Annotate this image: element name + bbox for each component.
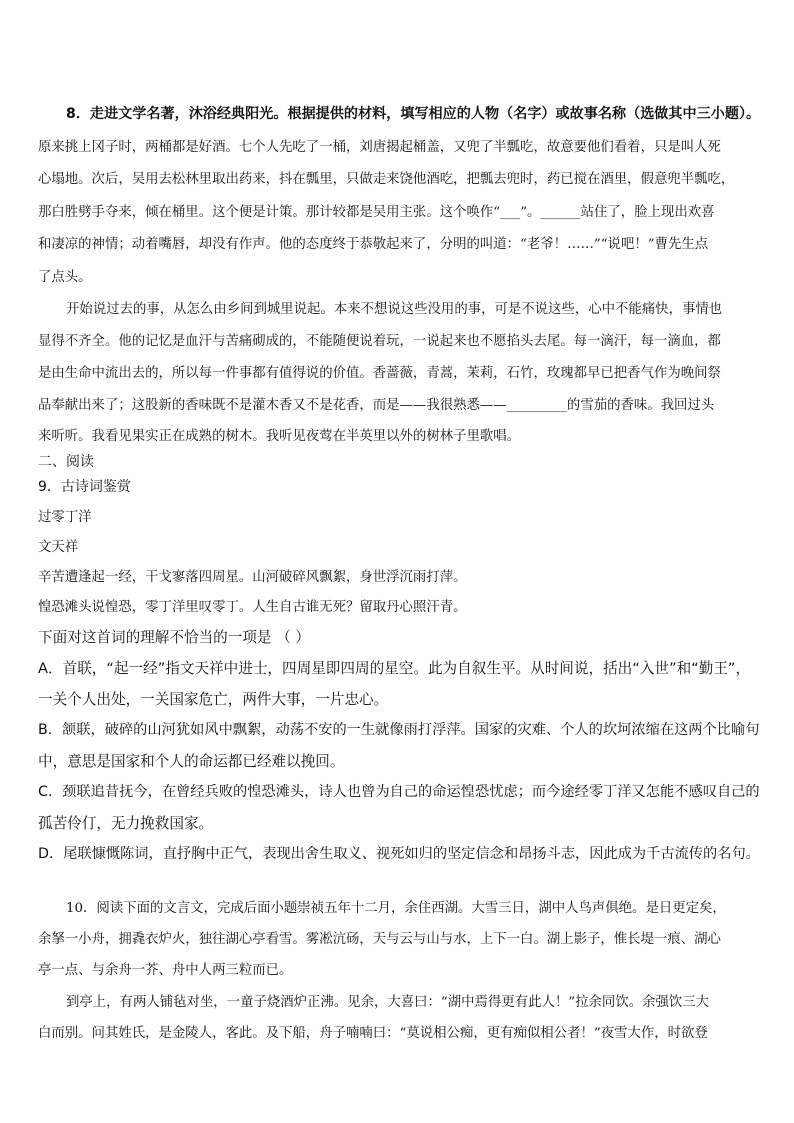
q10-line: 余拏一小舟，拥毳衣炉火，独往湖心亭看雪。雾凇沆砀，天与云与山与水，上下一白。湖上影子，惟长堤一痕、湖心 bbox=[38, 932, 721, 947]
q9-option-c: C．颈联追昔抚今，在曾经兵败的惶恐滩头，诗人也曾为自己的命运惶恐忧虑；而今途经零丁洋又怎能不感叹自己的 bbox=[38, 784, 760, 800]
q8-passage2-line: 是由生命中流出去的，所以每一件事都有值得说的价值。香蔷薇，青蒿，茉莉，石竹，玫瑰都早已把香气作为晚间祭 bbox=[38, 366, 721, 381]
poem-line: 惶恐滩头说惶恐，零丁洋里叹零丁。人生自古谁无死？留取丹心照汗青。 bbox=[38, 600, 467, 615]
poem-author: 文天祥 bbox=[38, 540, 79, 555]
q8-passage2-line: 品奉献出来了；这股新的香味既不是灌木香又不是花香，而是——我很熟悉——_________的雪茄的香味。我回过头 bbox=[38, 398, 715, 413]
q8-passage2-line: 开始说过去的事，从怎么由乡间到城里说起。本来不想说这些没用的事，可是不说这些，心中不能痛快，事情也 bbox=[66, 302, 723, 317]
q8-passage1-line: 了点头。 bbox=[38, 270, 92, 285]
q9-option-c-cont: 孤苦伶仃，无力挽救国家。 bbox=[38, 815, 214, 832]
q10-line: 10．阅读下面的文言文，完成后面小题崇祯五年十二月，余住西湖。大雪三日，湖中人鸟声俱绝。是日更定矣， bbox=[66, 901, 726, 916]
q9-title: 9．古诗词鉴赏 bbox=[38, 479, 131, 495]
q9-option-b-cont: 中，意思是国家和个人的命运都已经难以挽回。 bbox=[38, 753, 345, 770]
q8-passage2-line: 显得不齐全。他的记忆是血汗与苦痛砌成的，不能随便说着玩，一说起来也不愿掐头去尾。每一滴汗，每一滴血，都 bbox=[38, 334, 721, 349]
q8-passage1-line: 心塌地。次后，吴用去松林里取出药来，抖在瓢里，只做走来饶他酒吃，把瓢去兜时，药已搅在酒里，假意兜半瓢吃， bbox=[38, 172, 735, 187]
q9-option-b: B．颔联，破碎的山河犹如风中飘絮，动荡不安的一生就像雨打浮萍。国家的灾难、个人的坎坷浓缩在这两个比喻句 bbox=[38, 722, 760, 738]
poem-title: 过零丁洋 bbox=[38, 510, 92, 525]
q8-passage1-line: 那白胜劈手夺来，倾在桶里。这个便是计策。那计较都是吴用主张。这个唤作“___”。______站住了，脸上现出欢喜 bbox=[38, 205, 715, 220]
section-heading-reading: 二、阅读 bbox=[38, 454, 94, 470]
q9-option-a-cont: 一关个人出处，一关国家危亡，两件大事，一片忠心。 bbox=[38, 691, 389, 708]
q8-passage2-line: 来听听。我看见果实正在成熟的树木。我听见夜莺在半英里以外的树林子里歌唱。 bbox=[38, 429, 521, 444]
q8-title: 8．走进文学名著，沐浴经典阳光。根据提供的材料，填写相应的人物（名字）或故事名称（选做其中三小题）。 bbox=[66, 106, 760, 122]
q9-option-d: D．尾联慷慨陈词，直抒胸中正气，表现出舍生取义、视死如归的坚定信念和昂扬斗志，因此成为千古流传的名句。 bbox=[38, 846, 760, 862]
q9-option-a: A．首联，“起一经”指文天祥中进士，四周星即四周的星空。此为自叙生平。从时间说，括出“入世”和“勤王”， bbox=[38, 660, 751, 677]
q9-question: 下面对这首词的理解不恰当的一项是 （ ） bbox=[38, 629, 310, 646]
q10-line: 白而别。问其姓氏，是金陵人，客此。及下船，舟子喃喃曰：“莫说相公痴，更有痴似相公者！”夜雪大作，时欲登 bbox=[38, 1026, 708, 1041]
q8-passage1-line: 原来挑上冈子时，两桶都是好酒。七个人先吃了一桶，刘唐揭起桶盖，又兜了半瓢吃，故意要他们看着，只是叫人死 bbox=[38, 140, 721, 155]
q8-passage1-line: 和凄凉的神情；动着嘴唇，却没有作声。他的态度终于恭敬起来了，分明的叫道：“老爷！……”“说吧！”曹先生点 bbox=[38, 237, 709, 252]
poem-line: 辛苦遭逢起一经，干戈寥落四周星。山河破碎风飘絮，身世浮沉雨打萍。 bbox=[38, 570, 467, 585]
q10-line: 到亭上，有两人铺毡对坐，一童子烧酒炉正沸。见余，大喜曰：“湖中焉得更有此人！”拉余同饮。余强饮三大 bbox=[66, 995, 710, 1010]
q10-line: 亭一点、与余舟一芥、舟中人两三粒而已。 bbox=[38, 963, 293, 978]
